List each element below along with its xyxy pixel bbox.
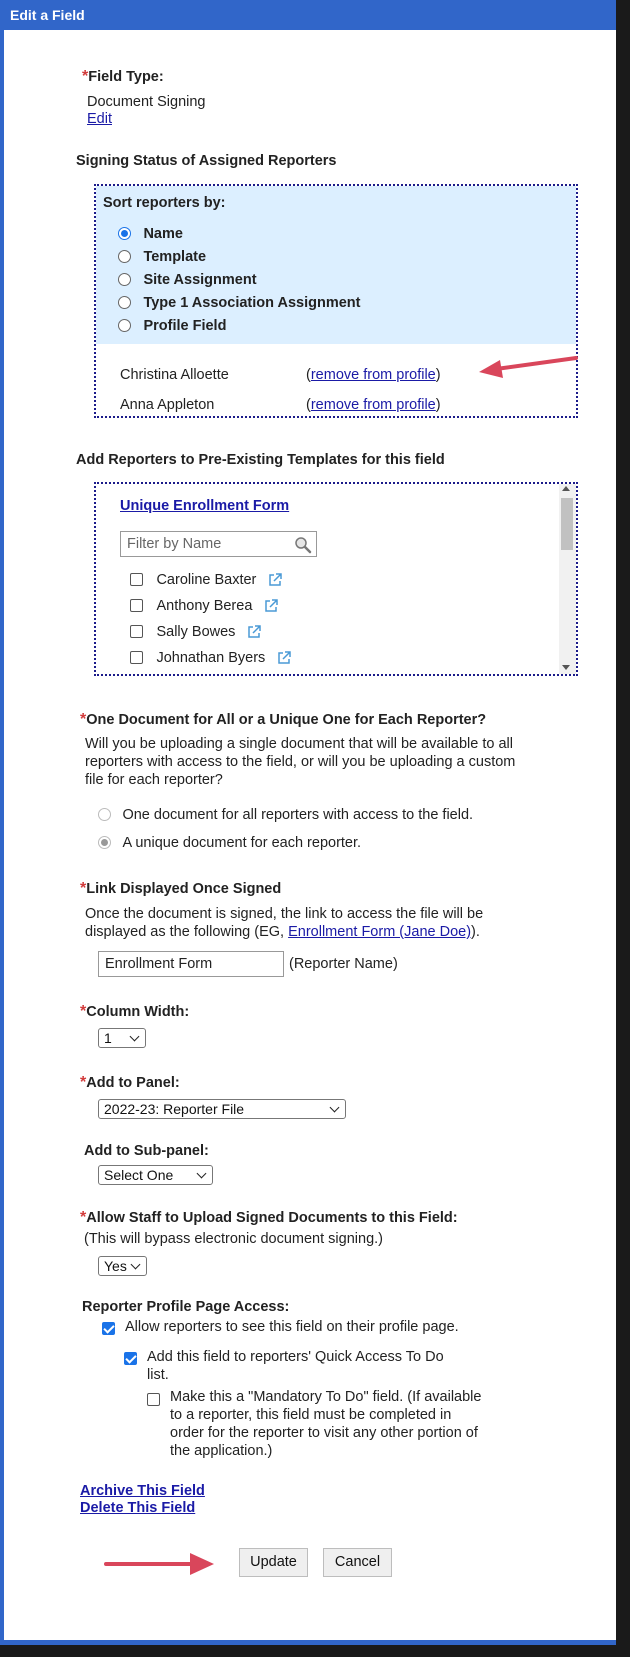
sort-option-site[interactable]: Site Assignment — [118, 271, 257, 289]
document-mode-label: *One Document for All or a Unique One for Each Reporter? — [80, 711, 487, 728]
arrow-annotation-icon — [476, 351, 580, 381]
template-link[interactable]: Unique Enrollment Form — [120, 498, 290, 514]
link-text-input[interactable]: Enrollment Form — [98, 951, 284, 977]
add-reporters-heading: Add Reporters to Pre-Existing Templates for this field — [76, 452, 445, 468]
field-type-label: *Field Type: — [82, 68, 164, 85]
required-star: * — [82, 68, 89, 85]
mandatory-text-line: to a reporter, this field must be completed in — [170, 1407, 452, 1423]
quick-access-checkbox[interactable] — [124, 1352, 137, 1365]
required-star: * — [80, 711, 87, 728]
sort-label: Sort reporters by: — [103, 195, 226, 211]
document-mode-desc-line: reporters with access to the field, or will you be uploading a custom — [85, 754, 516, 770]
template-reporter-item[interactable]: Johnathan Byers — [130, 649, 292, 667]
scroll-up-icon[interactable] — [562, 486, 570, 491]
external-link-icon[interactable] — [267, 572, 283, 588]
sort-type1-radio[interactable] — [118, 296, 131, 309]
scrollbar-thumb[interactable] — [561, 498, 573, 550]
scroll-down-icon[interactable] — [562, 665, 570, 670]
sort-name-radio[interactable] — [118, 227, 131, 240]
edit-field-type-link[interactable]: Edit — [87, 111, 112, 127]
delete-field-link[interactable]: Delete This Field — [80, 1500, 196, 1516]
magnifier-icon — [294, 536, 312, 554]
quick-access-text-line: list. — [147, 1367, 169, 1383]
sort-template-radio[interactable] — [118, 250, 131, 263]
doc-option-one[interactable]: One document for all reporters with access to the field. — [98, 806, 473, 824]
example-link[interactable]: Enrollment Form (Jane Doe) — [288, 924, 472, 940]
mandatory-text-line: the application.) — [170, 1443, 273, 1459]
document-mode-desc-line: file for each reporter? — [85, 772, 223, 788]
window-title: Edit a Field — [0, 0, 616, 30]
archive-field-link[interactable]: Archive This Field — [80, 1483, 205, 1499]
link-displayed-desc-line: Once the document is signed, the link to access the file will be — [85, 906, 484, 922]
doc-option-unique[interactable]: A unique document for each reporter. — [98, 834, 361, 852]
reporter-name: Anna Appleton — [120, 397, 215, 413]
see-field-checkbox[interactable] — [102, 1322, 115, 1335]
mandatory-checkbox[interactable] — [147, 1393, 160, 1406]
remove-from-profile: (remove from profile) — [306, 367, 441, 383]
remove-from-profile-link[interactable]: remove from profile — [310, 367, 436, 383]
mandatory-text-line: Make this a "Mandatory To Do" field. (If available — [170, 1389, 482, 1405]
profile-access-option-text: Allow reporters to see this field on their profile page. — [125, 1319, 459, 1335]
cancel-button[interactable]: Cancel — [323, 1548, 392, 1577]
mandatory-option[interactable] — [147, 1391, 160, 1409]
doc-one-radio[interactable] — [98, 808, 111, 821]
reporter-checkbox[interactable] — [130, 625, 143, 638]
external-link-icon[interactable] — [276, 650, 292, 666]
update-button[interactable]: Update — [239, 1548, 308, 1577]
add-to-panel-label: *Add to Panel: — [80, 1074, 180, 1091]
mandatory-text-line: order for the reporter to visit any other portion of — [170, 1425, 478, 1441]
profile-access-option[interactable] — [102, 1320, 115, 1338]
staff-upload-select[interactable]: Yes — [98, 1256, 147, 1276]
arrow-annotation-icon — [102, 1550, 218, 1578]
template-reporter-item[interactable]: Anthony Berea — [130, 597, 279, 615]
staff-upload-label: *Allow Staff to Upload Signed Documents to this Field: — [80, 1209, 458, 1226]
filter-input[interactable]: Filter by Name — [120, 531, 317, 557]
chevron-down-icon — [330, 1103, 340, 1113]
quick-access-text-line: Add this field to reporters' Quick Access To Do — [147, 1349, 444, 1365]
profile-access-label: Reporter Profile Page Access: — [82, 1299, 290, 1315]
required-star: * — [80, 1003, 87, 1020]
column-width-label: *Column Width: — [80, 1003, 190, 1020]
sub-panel-select[interactable]: Select One — [98, 1165, 213, 1185]
document-mode-desc-line: Will you be uploading a single document that will be available to all — [85, 736, 514, 752]
chevron-down-icon — [197, 1169, 207, 1179]
remove-from-profile-link[interactable]: remove from profile — [310, 397, 436, 413]
remove-from-profile: (remove from profile) — [306, 397, 441, 413]
sort-option-type1[interactable]: Type 1 Association Assignment — [118, 294, 360, 312]
reporter-name: Christina Alloette — [120, 367, 229, 383]
field-type-value: Document Signing — [87, 94, 206, 110]
sort-profile-radio[interactable] — [118, 319, 131, 332]
external-link-icon[interactable] — [246, 624, 262, 640]
add-to-panel-select[interactable]: 2022-23: Reporter File — [98, 1099, 346, 1119]
link-displayed-label: *Link Displayed Once Signed — [80, 880, 282, 897]
sub-panel-label: Add to Sub-panel: — [84, 1143, 209, 1159]
template-reporter-item[interactable]: Sally Bowes — [130, 623, 262, 641]
sort-site-radio[interactable] — [118, 273, 131, 286]
reporter-checkbox[interactable] — [130, 651, 143, 664]
sort-option-profile-field[interactable]: Profile Field — [118, 317, 226, 335]
sort-option-template[interactable]: Template — [118, 248, 206, 266]
link-displayed-desc-line: displayed as the following (EG, Enrollment Form (Jane Doe)). — [85, 924, 480, 940]
chevron-down-icon — [130, 1032, 140, 1042]
signing-status-heading: Signing Status of Assigned Reporters — [76, 153, 337, 169]
reporter-checkbox[interactable] — [130, 599, 143, 612]
window-bottom-border — [0, 1640, 616, 1645]
reporter-name-suffix: (Reporter Name) — [289, 956, 398, 972]
template-reporter-item[interactable]: Caroline Baxter — [130, 571, 283, 589]
quick-access-option[interactable] — [124, 1350, 137, 1368]
column-width-select[interactable]: 1 — [98, 1028, 146, 1048]
sort-option-name[interactable]: Name — [118, 225, 183, 243]
required-star: * — [80, 1074, 87, 1091]
staff-upload-note: (This will bypass electronic document signing.) — [84, 1231, 383, 1247]
templates-panel — [94, 482, 578, 676]
signing-status-panel — [94, 184, 578, 418]
required-star: * — [80, 880, 87, 897]
chevron-down-icon — [131, 1260, 141, 1270]
external-link-icon[interactable] — [263, 598, 279, 614]
required-star: * — [80, 1209, 87, 1226]
doc-unique-radio[interactable] — [98, 836, 111, 849]
templates-scrollbar[interactable] — [559, 484, 576, 674]
reporter-checkbox[interactable] — [130, 573, 143, 586]
